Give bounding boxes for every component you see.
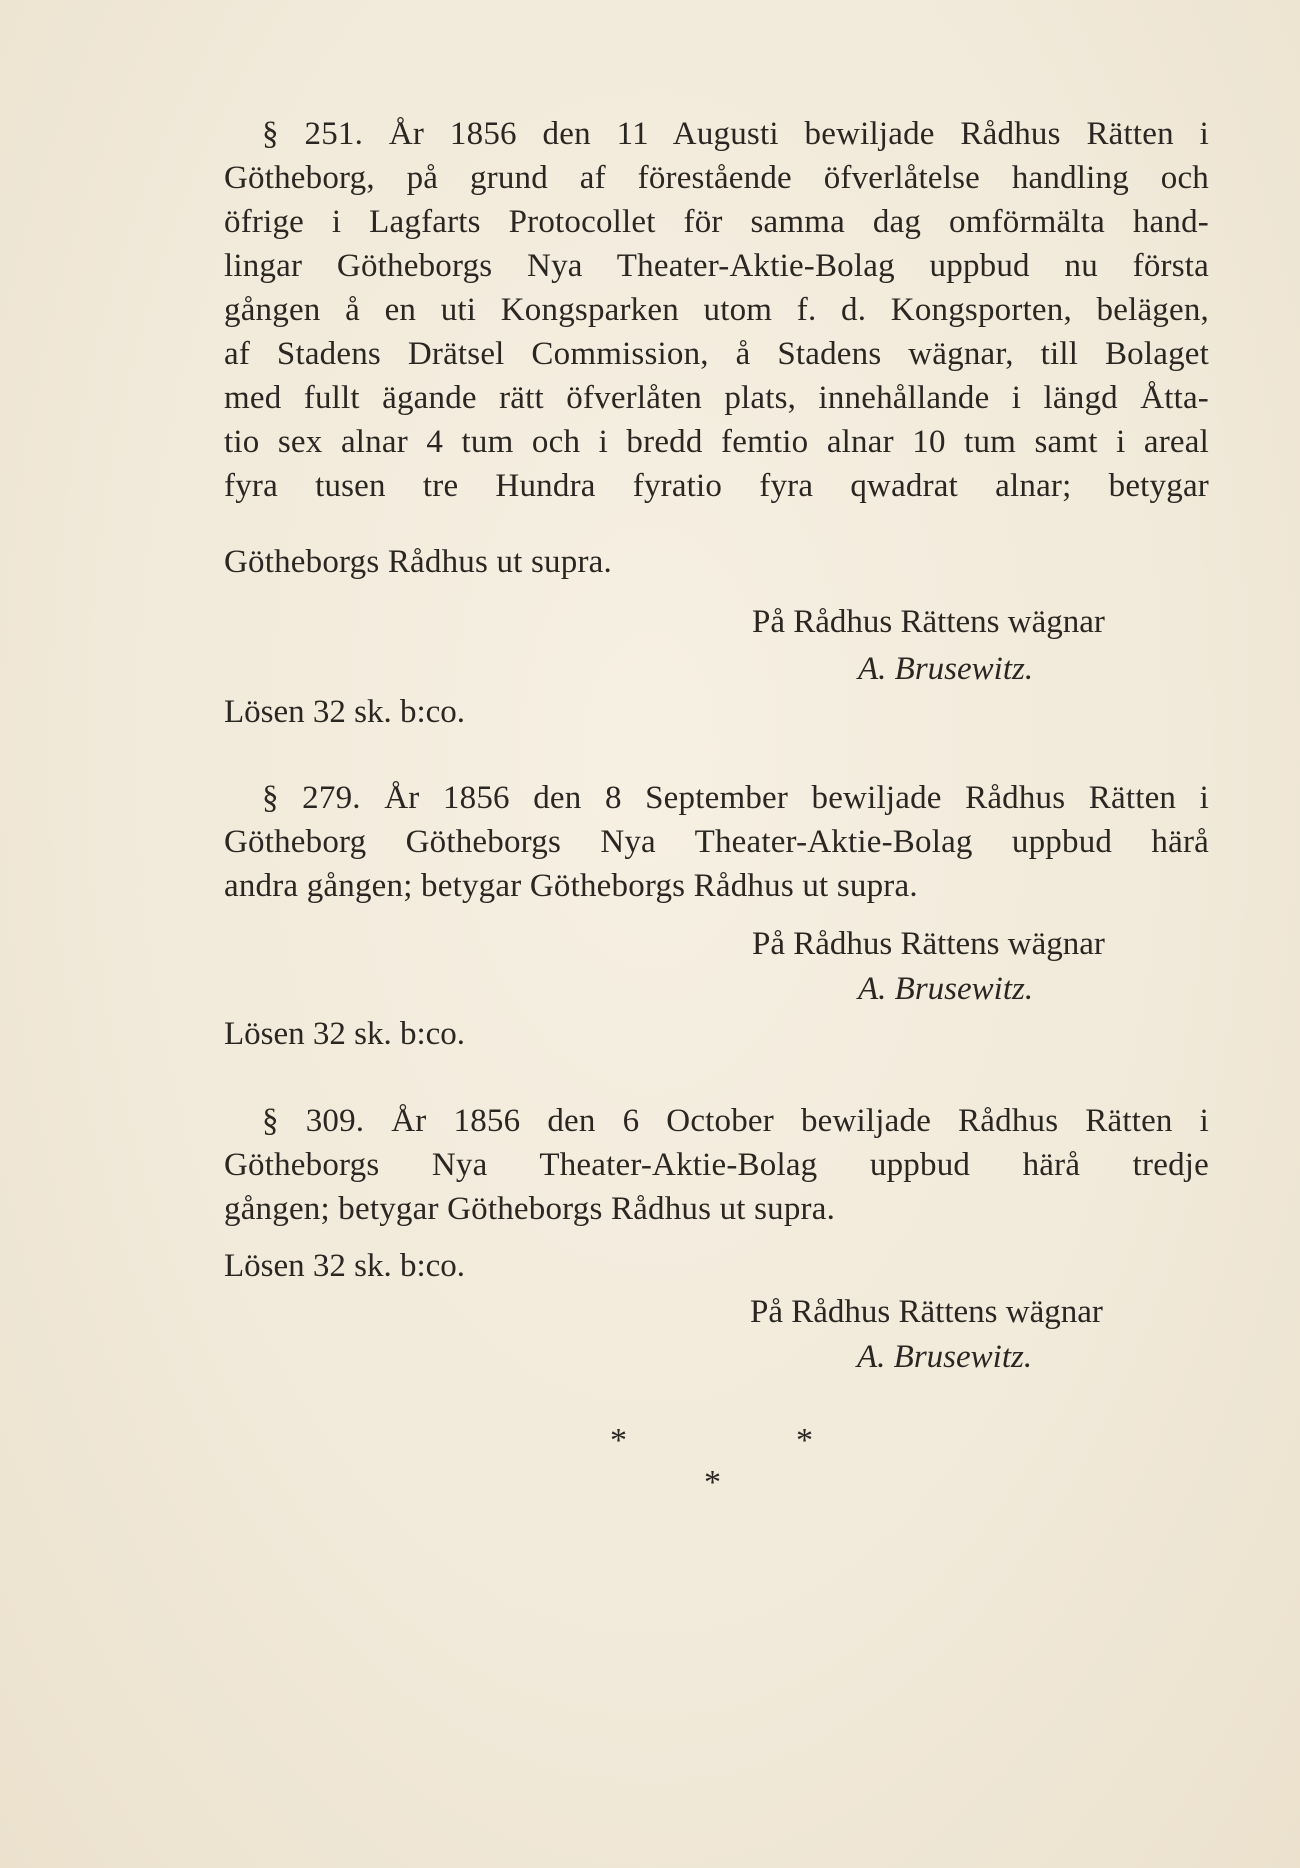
text-line: andra gången; betygar Götheborgs Rådhus ut supra. xyxy=(224,868,918,904)
text-line: tio sex alnar 4 tum och i bredd femtio alnar 10 tum samt i areal xyxy=(224,424,1209,460)
fee-line: Lösen 32 sk. b:co. xyxy=(224,1016,466,1052)
signature-title: På Rådhus Rättens wägnar xyxy=(752,926,1105,962)
signature-title: På Rådhus Rättens wägnar xyxy=(752,604,1105,640)
text-line: gången å en uti Kongsparken utom f. d. Kongsporten, belägen, xyxy=(224,292,1209,328)
closing-line: Götheborgs Rådhus ut supra. xyxy=(224,544,612,580)
text-line: § 309. År 1856 den 6 October bewiljade Rådhus Rätten i xyxy=(262,1103,1209,1139)
text-line: öfrige i Lagfarts Protocollet för samma dag omförmälta hand- xyxy=(224,204,1209,240)
text-line: § 279. År 1856 den 8 September bewiljade Rådhus Rätten i xyxy=(262,780,1209,816)
signature-name: A. Brusewitz. xyxy=(857,1339,1033,1375)
signature-title: På Rådhus Rättens wägnar xyxy=(750,1294,1103,1330)
text-line: § 251. År 1856 den 11 Augusti bewiljade Rådhus Rätten i xyxy=(262,116,1209,152)
signature-name: A. Brusewitz. xyxy=(858,971,1034,1007)
text-line: Götheborg Götheborgs Nya Theater-Aktie-Bolag uppbud härå xyxy=(224,824,1209,860)
text-line: fyra tusen tre Hundra fyratio fyra qwadrat alnar; betygar xyxy=(224,468,1209,504)
text-line: gången; betygar Götheborgs Rådhus ut supra. xyxy=(224,1191,836,1227)
asterisk-ornament: * xyxy=(704,1464,721,1501)
signature-name: A. Brusewitz. xyxy=(858,651,1034,687)
fee-line: Lösen 32 sk. b:co. xyxy=(224,694,466,730)
text-line: Götheborg, på grund af förestående öfverlåtelse handling och xyxy=(224,160,1209,196)
text-line: lingar Götheborgs Nya Theater-Aktie-Bolag uppbud nu första xyxy=(224,248,1209,284)
asterisk-ornament: * xyxy=(610,1422,627,1459)
asterisk-ornament: * xyxy=(796,1422,813,1459)
text-line: med fullt ägande rätt öfverlåten plats, innehållande i längd Åtta- xyxy=(224,380,1209,416)
fee-line: Lösen 32 sk. b:co. xyxy=(224,1248,466,1284)
text-line: Götheborgs Nya Theater-Aktie-Bolag uppbud härå tredje xyxy=(224,1147,1209,1183)
text-line: af Stadens Drätsel Commission, å Stadens wägnar, till Bolaget xyxy=(224,336,1209,372)
